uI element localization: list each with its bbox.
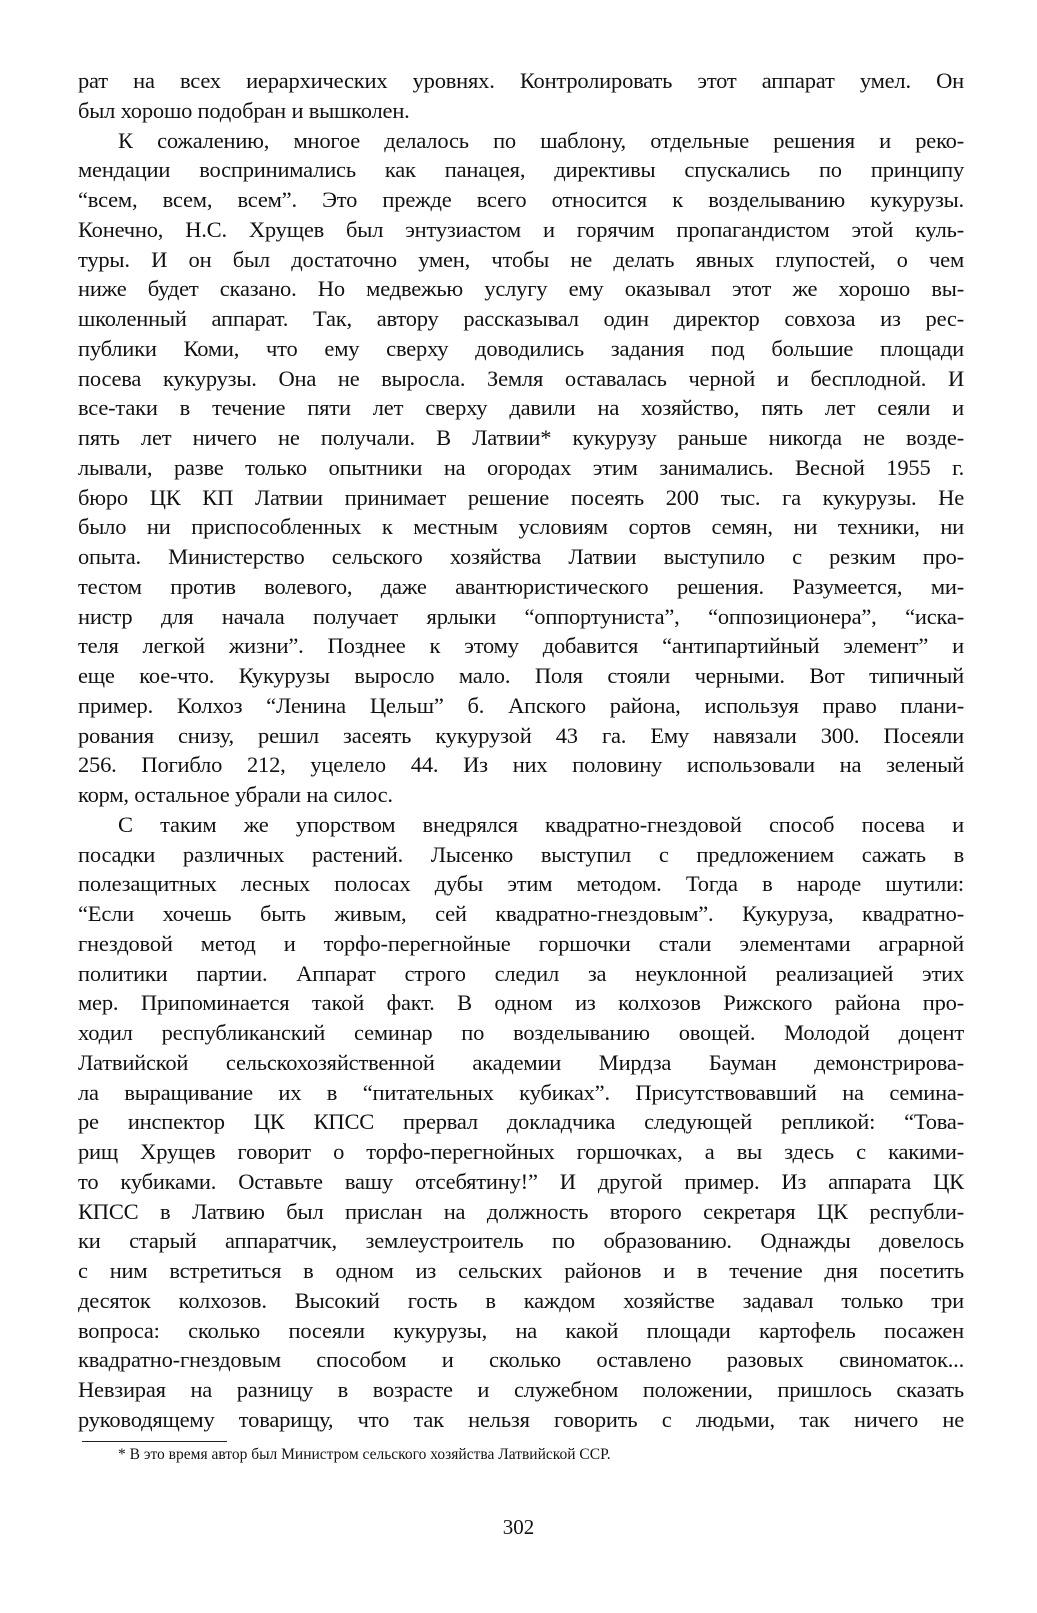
text-line: еще кое-что. Кукурузы выросло мало. Поля стояли черными. Вот типичный [78,663,964,688]
text-line: корм, остальное убрали на силос. [78,782,393,807]
text-line: было ни приспособленных к местным условиям сортов семян, ни техники, ни [78,514,964,540]
text-line: туры. И он был достаточно умен, чтобы не делать явных глупостей, о чем [78,246,964,272]
text-line: посева кукурузы. Она не выросла. Земля оставалась черной и бесплодной. И [78,365,964,391]
page-number: 302 [502,1515,535,1539]
text-line: К сожалению, многое делалось по шаблону, отдельные решения и реко- [118,127,964,153]
text-line: пример. Колхоз “Ленина Цельш” б. Апского района, используя право плани- [78,692,964,718]
text-line: Латвийской сельскохозяйственной академии Мирдза Бауман демонстрирова- [78,1049,964,1075]
text-line: Конечно, Н.С. Хрущев был энтузиастом и горячим пропагандистом этой куль- [78,216,964,242]
text-line: С таким же упорством внедрялся квадратно-гнездовой способ посева и [118,811,964,837]
text-line: теля легкой жизни”. Позднее к этому добавится “антипартийный элемент” и [78,633,964,659]
text-line: ре инспектор ЦК КПСС прервал докладчика следующей репликой: “Това- [78,1109,964,1135]
text-line: тестом против волевого, даже авантюристического решения. Разумеется, ми- [78,573,964,599]
text-line: десяток колхозов. Высокий гость в каждом хозяйстве задавал только три [78,1287,964,1313]
text-line: “всем, всем, всем”. Это прежде всего относится к возделыванию кукурузы. [78,187,964,212]
text-line: руководящему товарищу, что так нельзя говорить с людьми, так ничего не [78,1406,964,1432]
text-line: мер. Припоминается такой факт. В одном из колхозов Рижского района про- [78,990,964,1016]
body-text [78,66,964,1435]
text-line: с ним встретиться в одном из сельских районов и в течение дня посетить [78,1258,964,1283]
text-line: пять лет ничего не получали. В Латвии* кукурузу раньше никогда не возде- [78,425,964,450]
text-line: школенный аппарат. Так, автору рассказывал один директор совхоза из рес- [78,306,964,331]
text-line: ниже будет сказано. Но медвежью услугу ему оказывал этот же хорошо вы- [78,276,964,302]
text-line: ходил республиканский семинар по возделыванию овощей. Молодой доцент [78,1020,964,1045]
text-line: 256. Погибло 212, уцелело 44. Из них половину использовали на зеленый [78,752,964,778]
text-line: “Если хочешь быть живым, сей квадратно-гнездовым”. Кукуруза, квадратно- [78,901,964,926]
text-line: рищ Хрущев говорит о торфо-перегнойных горшочках, а вы здесь с какими- [78,1139,964,1164]
text-line: лывали, разве только опытники на огородах этим занимались. Весной 1955 г. [78,454,964,480]
text-line: бюро ЦК КП Латвии принимает решение посеять 200 тыс. га кукурузы. Не [78,484,964,510]
text-line: ла выращивание их в “питательных кубиках”. Присутствовавший на семина- [78,1079,964,1105]
text-line: то кубиками. Оставьте вашу отсебятину!” И другой пример. Из аппарата ЦК [78,1168,964,1194]
text-line: рат на всех иерархических уровнях. Контролировать этот аппарат умел. Он [78,68,964,93]
text-line: рования снизу, решил засеять кукурузой 43 га. Ему навязали 300. Посеяли [78,722,964,748]
text-line: опыта. Министерство сельского хозяйства Латвии выступило с резким про- [78,544,964,569]
text-line: ки старый аппаратчик, землеустроитель по образованию. Однажды довелось [78,1228,964,1254]
text-line: политики партии. Аппарат строго следил за неуклонной реализацией этих [78,960,964,986]
footnote-divider [82,1441,227,1442]
text-line: гнездовой метод и торфо-перегнойные горшочки стали элементами аграрной [78,930,964,956]
text-line: полезащитных лесных полосах дубы этим методом. Тогда в народе шутили: [78,871,964,897]
footnote: * В это время автор был Министром сельского хозяйства Латвийской ССР. [118,1446,611,1463]
text-line: был хорошо подобран и вышколен. [78,97,410,123]
text-line: вопроса: сколько посеяли кукурузы, на какой площади картофель посажен [78,1317,964,1343]
text-line: посадки различных растений. Лысенко выступил с предложением сажать в [78,841,964,867]
text-line: Невзирая на разницу в возрасте и служебном положении, пришлось сказать [78,1377,964,1402]
text-line: публики Коми, что ему сверху доводились задания под большие площади [78,335,964,361]
text-line: нистр для начала получает ярлыки “оппортуниста”, “оппозиционера”, “иска- [78,603,964,629]
text-line: мендации воспринимались как панацея, директивы спускались по принципу [78,157,964,183]
text-line: квадратно-гнездовым способом и сколько оставлено разовых свиноматок... [78,1347,964,1373]
text-line: все-таки в течение пяти лет сверху давили на хозяйство, пять лет сеяли и [78,395,964,421]
text-line: КПСС в Латвию был прислан на должность второго секретаря ЦК республи- [78,1198,964,1224]
